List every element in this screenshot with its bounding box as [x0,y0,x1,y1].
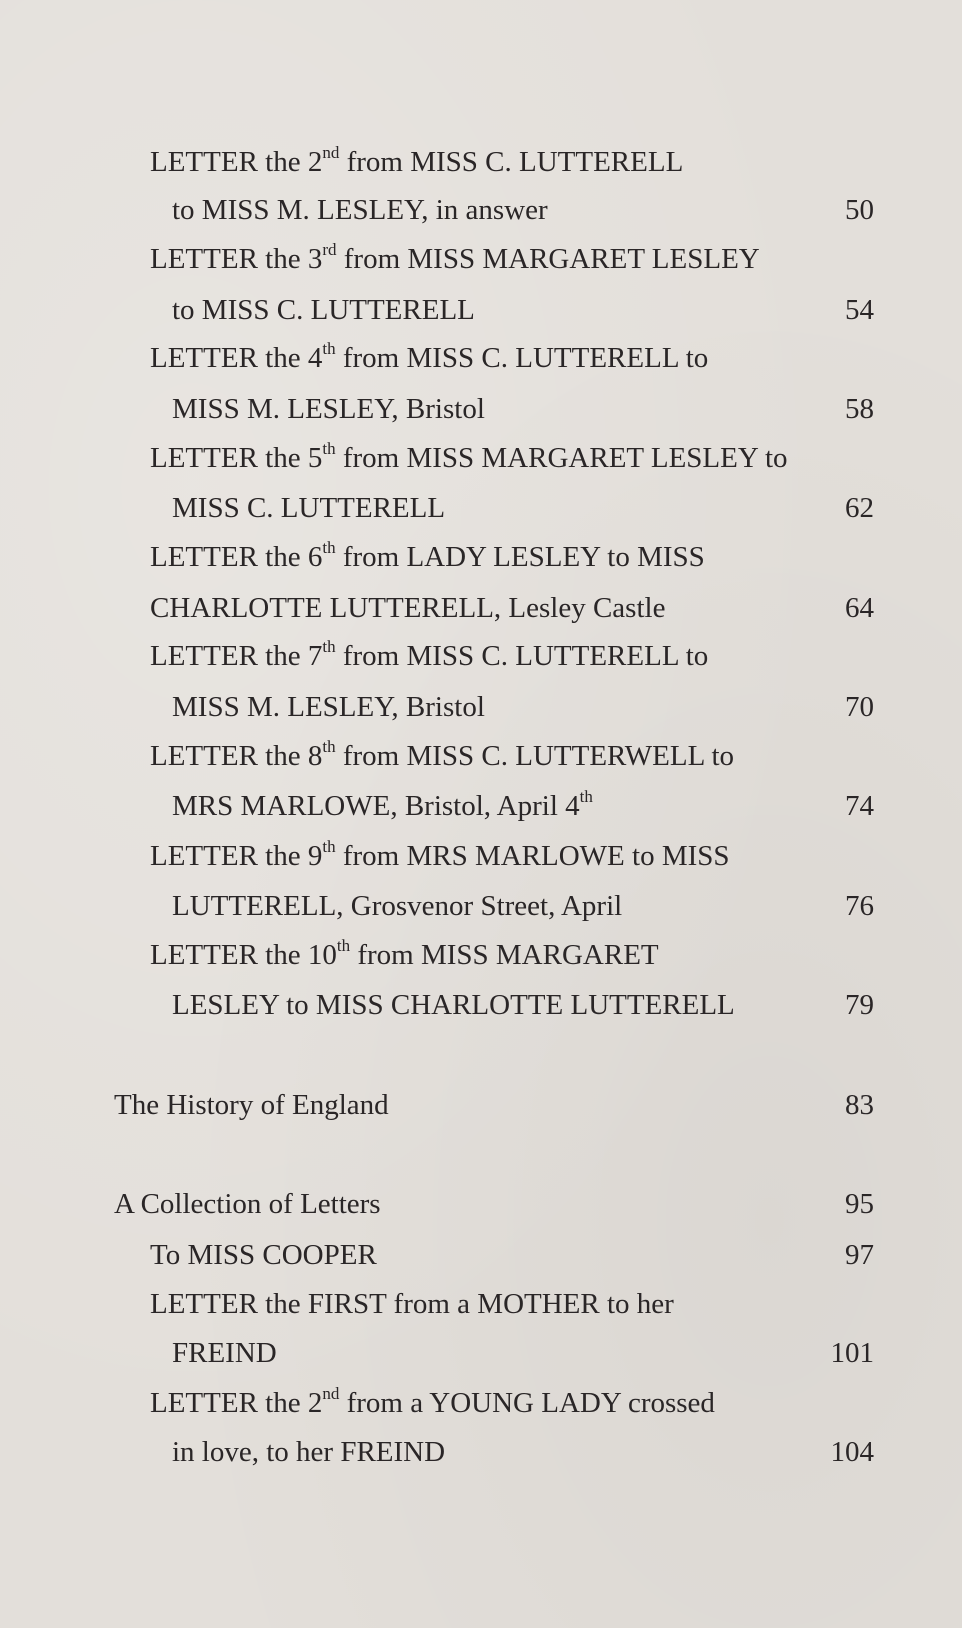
toc-entry-line [0,1381,962,1425]
toc-entry-text: LETTER the 10th from MISS MARGARET [150,936,659,971]
toc-entry-line [0,188,962,232]
toc-entry-text: To MISS COOPER [150,1239,377,1271]
toc-page-number: 76 [845,890,874,922]
toc-entry-line [0,387,962,431]
toc-entry-line [0,685,962,729]
toc-page-number: 58 [845,393,874,425]
toc-entry-text: LETTER the 2nd from MISS C. LUTTERELL [150,143,684,178]
toc-entry-text: in love, to her FREIND [172,1436,446,1468]
toc-section-line [0,1182,962,1226]
toc-entry-text: LETTER the FIRST from a MOTHER to her [150,1288,674,1320]
toc-section-title: A Collection of Letters [114,1188,381,1220]
toc-entry-text: MISS C. LUTTERELL [172,492,446,524]
toc-page-number: 74 [845,790,874,822]
toc-entry-text: LETTER the 7th from MISS C. LUTTERELL to [150,637,709,672]
toc-entry-text: FREIND [172,1337,277,1369]
toc-entry-line [0,486,962,530]
toc-entry-text: MISS M. LESLEY, Bristol [172,393,485,425]
toc-page-number: 50 [845,194,874,226]
toc-section-line [0,1083,962,1127]
toc-page-number: 79 [845,989,874,1021]
toc-entry-text: LETTER the 2nd from a YOUNG LADY crossed [150,1384,715,1419]
toc-entry-text: to MISS M. LESLEY, in answer [172,194,548,226]
toc-entry-line [0,884,962,928]
toc-entry-line [0,336,962,380]
toc-page-number: 95 [845,1188,874,1220]
toc-entry-text: MRS MARLOWE, Bristol, April 4th [172,787,593,822]
toc-entry-text: LETTER the 6th from LADY LESLEY to MISS [150,538,705,573]
toc-entry-line [0,983,962,1027]
toc-entry-line [0,1430,962,1474]
toc-page-number: 101 [830,1337,874,1369]
toc-entry-line [0,933,962,977]
toc-entry-line [0,834,962,878]
toc-entry-text: LETTER the 4th from MISS C. LUTTERELL to [150,339,709,374]
toc-entry-line [0,634,962,678]
toc-entry-line [0,784,962,828]
toc-page-number: 97 [845,1239,874,1271]
toc-entry-text: to MISS C. LUTTERELL [172,294,475,326]
toc-entry-text: LETTER the 8th from MISS C. LUTTERWELL to [150,737,735,772]
toc-entry-text: CHARLOTTE LUTTERELL, Lesley Castle [150,592,666,624]
toc-entry-text: LUTTERELL, Grosvenor Street, April [172,890,623,922]
toc-page-number: 64 [845,592,874,624]
toc-entry-text: LESLEY to MISS CHARLOTTE LUTTERELL [172,989,735,1021]
toc-page-number: 70 [845,691,874,723]
toc-page-number: 104 [830,1436,874,1468]
toc-entry-line [0,436,962,480]
toc-entry-line [0,1282,962,1326]
toc-entry-line [0,1233,962,1277]
toc-entry-line [0,535,962,579]
toc-entry-line [0,237,962,281]
toc-entry-text: LETTER the 3rd from MISS MARGARET LESLEY [150,240,760,275]
toc-entry-line [0,1331,962,1375]
toc-entry-line [0,734,962,778]
toc-page-number: 62 [845,492,874,524]
toc-entry-text: LETTER the 9th from MRS MARLOWE to MISS [150,837,730,872]
toc-page-number: 83 [845,1089,874,1121]
toc-entry-text: MISS M. LESLEY, Bristol [172,691,485,723]
toc-page-number: 54 [845,294,874,326]
toc-entry-line [0,140,962,184]
toc-section-title: The History of England [114,1089,389,1121]
toc-entry-line [0,288,962,332]
toc-entry-text: LETTER the 5th from MISS MARGARET LESLEY to [150,439,788,474]
toc-entry-line [0,586,962,630]
